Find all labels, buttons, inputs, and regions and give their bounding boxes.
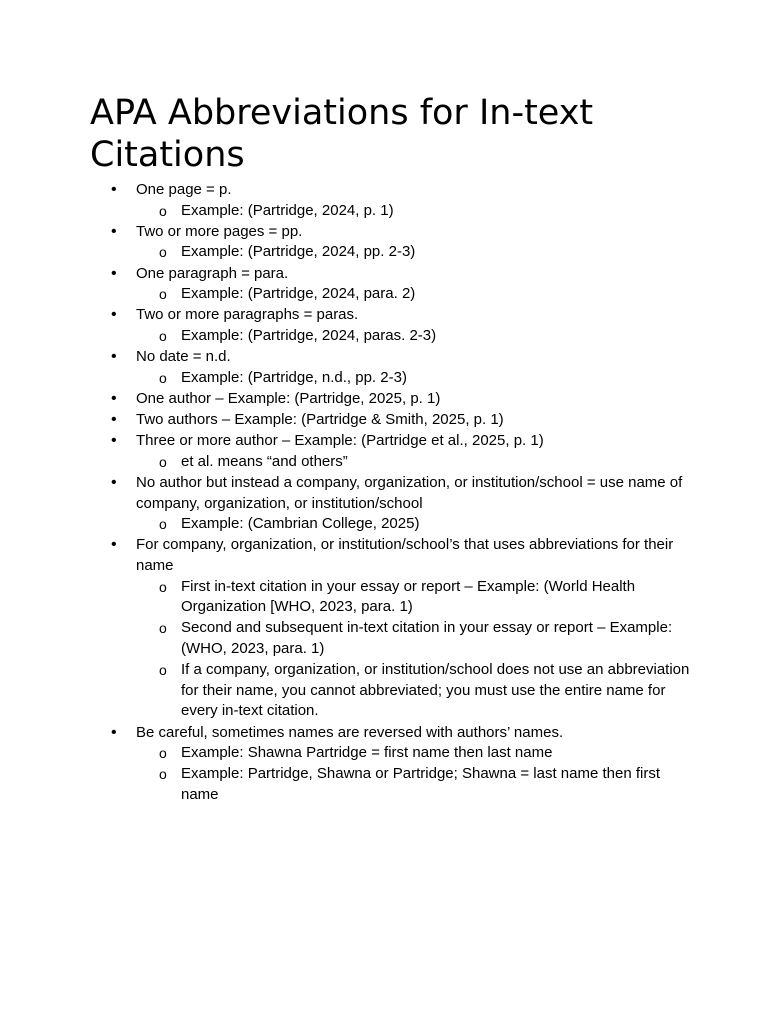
circle-bullet-icon: o (159, 286, 167, 303)
list-item (90, 180, 690, 221)
sub-list-item (136, 242, 690, 263)
sub-list (136, 514, 690, 535)
list-item-text: One author – Example: (Partridge, 2025, p. 1) (136, 389, 441, 407)
list-item-text: Two authors – Example: (Partridge & Smith, 2025, p. 1) (136, 411, 504, 429)
bullet-icon: • (111, 181, 117, 198)
list-item-text: No author but instead a company, organization, or institution/school = use name of company, organization, or institution/school (136, 474, 683, 512)
bullet-icon: • (111, 222, 117, 240)
sub-list (136, 452, 690, 473)
sub-list-item-text: Example: (Partridge, 2024, pp. 2-3) (181, 243, 416, 261)
sub-list-item-text: Example: (Partridge, n.d., pp. 2-3) (181, 368, 407, 386)
sub-list (136, 577, 690, 722)
sub-list (136, 284, 690, 305)
list-item-text: Two or more paragraphs = paras. (136, 306, 359, 324)
sub-list (136, 368, 690, 389)
circle-bullet-icon: o (159, 620, 167, 637)
list-item (90, 222, 690, 263)
list-item (90, 431, 690, 472)
sub-list-item (136, 743, 690, 764)
list-item (90, 473, 690, 535)
sub-list-item-text: Second and subsequent in-text citation in your essay or report – Example: (WHO, 2023, para. 1) (181, 619, 673, 657)
sub-list-item-text: Example: (Partridge, 2024, p. 1) (181, 201, 394, 219)
circle-bullet-icon: o (159, 202, 167, 219)
sub-list-item (136, 326, 690, 347)
list-item-text: One page = p. (136, 181, 232, 198)
bullet-icon: • (111, 348, 117, 366)
bullet-icon: • (111, 389, 117, 407)
sub-list (136, 242, 690, 263)
list-item (90, 305, 690, 346)
bullet-icon: • (111, 306, 117, 324)
sub-list-item (136, 764, 690, 805)
page-title: APA Abbreviations for In-text Citations (90, 93, 594, 175)
list-item (90, 723, 690, 806)
sub-list-item-text: Example: Shawna Partridge = first name then last name (181, 744, 553, 762)
circle-bullet-icon: o (159, 766, 167, 783)
list-item-text: Three or more author – Example: (Partridge et al., 2025, p. 1) (136, 432, 544, 450)
sub-list-item (136, 368, 690, 389)
sub-list-item (136, 618, 690, 659)
abbreviation-list (90, 180, 690, 806)
sub-list-item (136, 660, 690, 722)
sub-list-item (136, 201, 690, 222)
list-item (90, 264, 690, 305)
bullet-icon: • (111, 411, 117, 429)
list-item (90, 347, 690, 388)
circle-bullet-icon: o (159, 516, 167, 533)
sub-list-item-text: Example: (Partridge, 2024, para. 2) (181, 285, 416, 303)
bullet-icon: • (111, 264, 117, 282)
list-item (90, 410, 690, 431)
sub-list (136, 743, 690, 805)
list-item-text: For company, organization, or institution/school’s that uses abbreviations for their name (136, 536, 674, 575)
circle-bullet-icon: o (159, 327, 167, 344)
circle-bullet-icon: o (159, 453, 167, 470)
sub-list-item-text: Example: (Cambrian College, 2025) (181, 515, 420, 533)
list-item-text: Be careful, sometimes names are reversed with authors’ names. (136, 723, 564, 741)
list-item-text: One paragraph = para. (136, 264, 289, 282)
sub-list (136, 326, 690, 347)
list-item-text: No date = n.d. (136, 348, 231, 366)
sub-list-item-text: et al. means “and others” (181, 452, 348, 470)
list-item (90, 389, 690, 410)
bullet-icon: • (111, 723, 117, 741)
circle-bullet-icon: o (159, 662, 167, 679)
circle-bullet-icon: o (159, 578, 167, 595)
bullet-icon: • (111, 474, 117, 492)
circle-bullet-icon: o (159, 369, 167, 386)
sub-list-item-text: Example: Partridge, Shawna or Partridge; Shawna = last name then first name (181, 765, 660, 803)
list-item (90, 535, 690, 722)
sub-list-item (136, 452, 690, 473)
sub-list-item-text: First in-text citation in your essay or report – Example: (World Health Organization [WHO, 2023, para. 1) (181, 577, 636, 616)
list-item-text: Two or more pages = pp. (136, 222, 303, 240)
sub-list-item (136, 514, 690, 535)
document-page (90, 92, 690, 806)
sub-list-item (136, 284, 690, 305)
sub-list-item-text: If a company, organization, or institution/school does not use an abbreviation for their name, you cannot abbreviated; you must use the entire name for every in-text citation. (181, 661, 690, 720)
sub-list-item-text: Example: (Partridge, 2024, paras. 2-3) (181, 326, 437, 344)
sub-list (136, 201, 690, 222)
bullet-icon: • (111, 536, 117, 554)
circle-bullet-icon: o (159, 745, 167, 762)
sub-list-item (136, 577, 690, 618)
circle-bullet-icon: o (159, 244, 167, 261)
bullet-icon: • (111, 432, 117, 450)
